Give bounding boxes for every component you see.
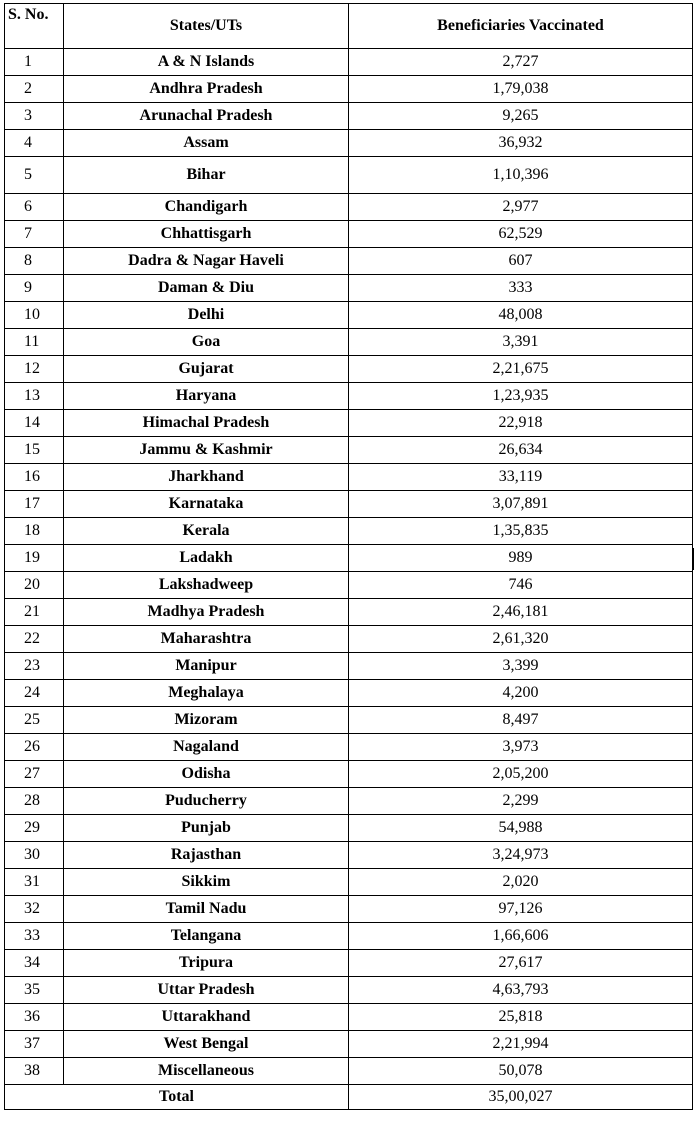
- row-sno: 33: [5, 923, 64, 950]
- row-beneficiaries: 2,020: [349, 869, 693, 896]
- table-row: [5, 896, 693, 923]
- total-count: 35,00,027: [349, 1085, 693, 1110]
- vaccination-table: [4, 3, 693, 1110]
- table-row: [5, 599, 693, 626]
- row-state: Arunachal Pradesh: [64, 103, 349, 130]
- row-beneficiaries: 33,119: [349, 464, 693, 491]
- row-beneficiaries: 607: [349, 248, 693, 275]
- row-beneficiaries: 1,66,606: [349, 923, 693, 950]
- table-row: [5, 194, 693, 221]
- table-row: [5, 1031, 693, 1058]
- row-sno: 13: [5, 383, 64, 410]
- header-sno: S. No.: [5, 4, 64, 49]
- table-row: [5, 518, 693, 545]
- row-beneficiaries: 1,10,396: [349, 157, 693, 194]
- table-row: [5, 977, 693, 1004]
- table-row: [5, 49, 693, 76]
- row-state: Maharashtra: [64, 626, 349, 653]
- total-label: Total: [5, 1085, 349, 1110]
- row-state: Tripura: [64, 950, 349, 977]
- table-row: [5, 248, 693, 275]
- table-row: [5, 815, 693, 842]
- table-row: [5, 680, 693, 707]
- row-state: Sikkim: [64, 869, 349, 896]
- table-row: [5, 1004, 693, 1031]
- row-state: Madhya Pradesh: [64, 599, 349, 626]
- row-sno: 20: [5, 572, 64, 599]
- table-row: [5, 275, 693, 302]
- row-sno: 32: [5, 896, 64, 923]
- row-beneficiaries: 26,634: [349, 437, 693, 464]
- table-row: [5, 842, 693, 869]
- row-sno: 7: [5, 221, 64, 248]
- row-beneficiaries: 54,988: [349, 815, 693, 842]
- table-row: [5, 788, 693, 815]
- row-sno: 15: [5, 437, 64, 464]
- row-state: Punjab: [64, 815, 349, 842]
- row-beneficiaries: 3,24,973: [349, 842, 693, 869]
- table-row: [5, 491, 693, 518]
- row-state: Gujarat: [64, 356, 349, 383]
- row-sno: 22: [5, 626, 64, 653]
- row-beneficiaries: 50,078: [349, 1058, 693, 1085]
- row-beneficiaries: 2,05,200: [349, 761, 693, 788]
- row-beneficiaries: 2,21,675: [349, 356, 693, 383]
- row-sno: 34: [5, 950, 64, 977]
- row-state: Goa: [64, 329, 349, 356]
- row-sno: 11: [5, 329, 64, 356]
- row-beneficiaries: 1,79,038: [349, 76, 693, 103]
- header-state: States/UTs: [64, 4, 349, 49]
- row-sno: 38: [5, 1058, 64, 1085]
- row-sno: 36: [5, 1004, 64, 1031]
- row-state: Puducherry: [64, 788, 349, 815]
- table-body: [5, 49, 693, 1085]
- row-beneficiaries: 4,63,793: [349, 977, 693, 1004]
- row-state: A & N Islands: [64, 49, 349, 76]
- table-row: [5, 130, 693, 157]
- row-state: Andhra Pradesh: [64, 76, 349, 103]
- row-beneficiaries: 989: [349, 545, 693, 572]
- row-sno: 27: [5, 761, 64, 788]
- row-state: Manipur: [64, 653, 349, 680]
- row-beneficiaries: 27,617: [349, 950, 693, 977]
- row-state: Odisha: [64, 761, 349, 788]
- row-beneficiaries: 1,23,935: [349, 383, 693, 410]
- row-sno: 4: [5, 130, 64, 157]
- row-sno: 21: [5, 599, 64, 626]
- row-state: Chhattisgarh: [64, 221, 349, 248]
- row-state: Daman & Diu: [64, 275, 349, 302]
- row-state: West Bengal: [64, 1031, 349, 1058]
- table-row: [5, 464, 693, 491]
- row-beneficiaries: 22,918: [349, 410, 693, 437]
- row-sno: 14: [5, 410, 64, 437]
- table-row: [5, 923, 693, 950]
- row-beneficiaries: 4,200: [349, 680, 693, 707]
- row-state: Uttarakhand: [64, 1004, 349, 1031]
- row-sno: 19: [5, 545, 64, 572]
- row-beneficiaries: 8,497: [349, 707, 693, 734]
- table-row: [5, 221, 693, 248]
- row-state: Tamil Nadu: [64, 896, 349, 923]
- row-beneficiaries: 746: [349, 572, 693, 599]
- table-row: [5, 437, 693, 464]
- row-state: Delhi: [64, 302, 349, 329]
- row-beneficiaries: 3,391: [349, 329, 693, 356]
- row-sno: 37: [5, 1031, 64, 1058]
- header-beneficiaries: Beneficiaries Vaccinated: [349, 4, 693, 49]
- row-sno: 18: [5, 518, 64, 545]
- table-row: [5, 383, 693, 410]
- table-row: [5, 626, 693, 653]
- row-state: Nagaland: [64, 734, 349, 761]
- row-state: Lakshadweep: [64, 572, 349, 599]
- row-state: Meghalaya: [64, 680, 349, 707]
- row-sno: 17: [5, 491, 64, 518]
- row-sno: 12: [5, 356, 64, 383]
- row-state: Jharkhand: [64, 464, 349, 491]
- table-row: [5, 1058, 693, 1085]
- row-sno: 31: [5, 869, 64, 896]
- table-row: [5, 869, 693, 896]
- table-row: [5, 734, 693, 761]
- row-sno: 29: [5, 815, 64, 842]
- table-row: [5, 157, 693, 194]
- row-state: Uttar Pradesh: [64, 977, 349, 1004]
- row-sno: 1: [5, 49, 64, 76]
- row-sno: 30: [5, 842, 64, 869]
- row-state: Assam: [64, 130, 349, 157]
- row-beneficiaries: 3,399: [349, 653, 693, 680]
- row-beneficiaries: 62,529: [349, 221, 693, 248]
- row-beneficiaries: 25,818: [349, 1004, 693, 1031]
- row-beneficiaries: 1,35,835: [349, 518, 693, 545]
- row-state: Kerala: [64, 518, 349, 545]
- row-beneficiaries: 2,61,320: [349, 626, 693, 653]
- table-row: [5, 410, 693, 437]
- row-sno: 6: [5, 194, 64, 221]
- row-sno: 25: [5, 707, 64, 734]
- table-row: [5, 761, 693, 788]
- row-sno: 8: [5, 248, 64, 275]
- row-sno: 26: [5, 734, 64, 761]
- table-row: [5, 103, 693, 130]
- row-state: Telangana: [64, 923, 349, 950]
- row-state: Jammu & Kashmir: [64, 437, 349, 464]
- row-beneficiaries: 97,126: [349, 896, 693, 923]
- row-state: Dadra & Nagar Haveli: [64, 248, 349, 275]
- table-row: [5, 572, 693, 599]
- row-state: Mizoram: [64, 707, 349, 734]
- row-sno: 24: [5, 680, 64, 707]
- row-beneficiaries: 3,973: [349, 734, 693, 761]
- row-state: Rajasthan: [64, 842, 349, 869]
- text-cursor: [693, 548, 694, 570]
- row-sno: 16: [5, 464, 64, 491]
- table-row: [5, 356, 693, 383]
- row-sno: 23: [5, 653, 64, 680]
- row-beneficiaries: 3,07,891: [349, 491, 693, 518]
- table-row: [5, 302, 693, 329]
- table-row: [5, 545, 693, 572]
- row-beneficiaries: 2,727: [349, 49, 693, 76]
- row-beneficiaries: 2,977: [349, 194, 693, 221]
- row-beneficiaries: 2,21,994: [349, 1031, 693, 1058]
- row-state: Ladakh: [64, 545, 349, 572]
- row-state: Bihar: [64, 157, 349, 194]
- row-sno: 35: [5, 977, 64, 1004]
- row-sno: 3: [5, 103, 64, 130]
- row-sno: 9: [5, 275, 64, 302]
- row-beneficiaries: 36,932: [349, 130, 693, 157]
- row-state: Karnataka: [64, 491, 349, 518]
- row-state: Miscellaneous: [64, 1058, 349, 1085]
- row-sno: 2: [5, 76, 64, 103]
- total-row: [5, 1085, 693, 1110]
- row-beneficiaries: 2,46,181: [349, 599, 693, 626]
- header-row: [5, 4, 693, 49]
- row-beneficiaries: 333: [349, 275, 693, 302]
- row-state: Haryana: [64, 383, 349, 410]
- row-beneficiaries: 9,265: [349, 103, 693, 130]
- row-beneficiaries: 48,008: [349, 302, 693, 329]
- row-state: Chandigarh: [64, 194, 349, 221]
- table-row: [5, 707, 693, 734]
- row-state: Himachal Pradesh: [64, 410, 349, 437]
- table-row: [5, 329, 693, 356]
- table-row: [5, 76, 693, 103]
- row-beneficiaries: 2,299: [349, 788, 693, 815]
- table-row: [5, 950, 693, 977]
- row-sno: 28: [5, 788, 64, 815]
- row-sno: 10: [5, 302, 64, 329]
- table-row: [5, 653, 693, 680]
- row-sno: 5: [5, 157, 64, 194]
